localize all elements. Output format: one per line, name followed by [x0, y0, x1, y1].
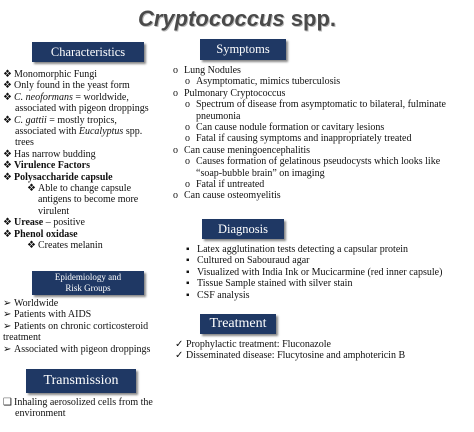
list-item: o Can cause osteomyelitis	[173, 190, 281, 202]
list-item-continuation: “soap-bubble brain” on imaging	[196, 167, 325, 179]
list-item: ❖ Able to change capsule	[27, 183, 132, 195]
list-item-continuation: environment	[15, 408, 66, 420]
list-item: o Pulmonary Cryptococcus	[173, 87, 286, 99]
list-item: o Can cause nodule formation or cavitary lesions	[185, 122, 385, 134]
list-item-continuation: associated with pigeon droppings	[15, 103, 149, 115]
checkbox-icon: ❑	[3, 397, 12, 408]
list-item: ✓ Disseminated disease: Flucytosine and amphotericin B	[175, 350, 406, 362]
treatment-header: Treatment	[200, 314, 276, 334]
arrow-icon: ➢	[3, 298, 12, 309]
list-item: ❖ Virulence Factors	[3, 160, 90, 172]
list-item: o Spectrum of disease from asymptomatic to bilateral, fulminate	[185, 99, 446, 111]
list-item: ❖ C. neoformans = worldwide,	[3, 91, 129, 103]
arrow-icon: ➢	[3, 320, 12, 332]
list-item: ▪ CSF analysis	[186, 289, 250, 301]
list-item-continuation: virulent	[38, 205, 70, 217]
epidemiology-list	[3, 298, 150, 355]
list-item: o Causes formation of gelatinous pseudocysts which looks like	[185, 156, 441, 168]
list-item: ❖ Has narrow budding	[3, 148, 96, 160]
check-icon: ✓	[175, 350, 184, 362]
arrow-icon: ➢	[3, 343, 12, 355]
list-item-continuation: pneumonia	[196, 110, 241, 122]
diamond-icon: ❖	[27, 183, 36, 195]
square-bullet-icon: ▪	[186, 289, 190, 301]
list-item: ➢ Patients with AIDS	[3, 309, 92, 321]
diamond-icon: ❖	[3, 114, 12, 126]
treatment-list	[175, 339, 405, 362]
list-item-continuation: antigens to become more	[38, 194, 139, 206]
list-item: ❖ C. gattii = mostly tropics,	[3, 114, 117, 126]
circle-bullet-icon: o	[185, 99, 190, 111]
diamond-icon: ❖	[27, 240, 36, 252]
diamond-icon: ❖	[3, 69, 12, 80]
list-item: ▪ Visualized with India Ink or Mucicarmine (red inner capsule)	[186, 266, 443, 278]
title-suffix: spp.	[290, 6, 337, 31]
list-item-continuation: trees	[15, 137, 34, 149]
circle-bullet-icon: o	[173, 87, 178, 99]
diamond-icon: ❖	[3, 217, 12, 229]
square-bullet-icon: ▪	[186, 255, 190, 267]
list-item-continuation: treatment	[3, 332, 41, 344]
circle-bullet-icon: o	[173, 144, 178, 156]
list-item: ▪ Latex agglutination tests detecting a capsular protein	[186, 244, 409, 255]
list-item: ❖ Urease – positive	[3, 217, 85, 229]
circle-bullet-icon: o	[185, 156, 190, 168]
list-item: ➢ Worldwide	[3, 298, 59, 309]
square-bullet-icon: ▪	[186, 266, 190, 278]
diamond-icon: ❖	[3, 171, 12, 183]
circle-bullet-icon: o	[185, 133, 190, 145]
list-item: ❖ Polysaccharide capsule	[3, 171, 113, 183]
list-item: ▪ Tissue Sample stained with silver stain	[186, 278, 353, 290]
diamond-icon: ❖	[3, 91, 12, 103]
circle-bullet-icon: o	[185, 179, 190, 191]
diagnosis-header: Diagnosis	[202, 219, 284, 239]
list-item: ❖ Creates melanin	[27, 240, 103, 252]
list-item: ❖ Only found in the yeast form	[3, 80, 130, 92]
list-item: o Lung Nodules	[173, 65, 241, 76]
circle-bullet-icon: o	[185, 122, 190, 134]
symptoms-header: Symptoms	[200, 39, 286, 60]
square-bullet-icon: ▪	[186, 278, 190, 290]
circle-bullet-icon: o	[173, 190, 178, 202]
title-genus: Cryptococcus	[137, 6, 285, 31]
diagnosis-list	[186, 244, 442, 301]
circle-bullet-icon: o	[185, 76, 190, 88]
diamond-icon: ❖	[3, 160, 12, 172]
page-title	[0, 6, 474, 32]
characteristics-header: Characteristics	[32, 42, 144, 62]
list-item: ✓ Prophylactic treatment: Fluconazole	[175, 339, 331, 350]
transmission-header: Transmission	[26, 369, 136, 393]
diamond-icon: ❖	[3, 228, 12, 240]
arrow-icon: ➢	[3, 309, 12, 321]
diamond-icon: ❖	[3, 148, 12, 160]
list-item: o Fatal if causing symptoms and inappropriately treated	[185, 133, 412, 145]
transmission-list	[3, 397, 153, 420]
check-icon: ✓	[175, 339, 184, 350]
diamond-icon: ❖	[3, 80, 12, 92]
list-item: o Can cause meningoencephalitis	[173, 144, 311, 156]
list-item: o Asymptomatic, mimics tuberculosis	[185, 76, 341, 88]
list-item: ➢ Patients on chronic corticosteroid	[3, 320, 149, 332]
list-item: o Fatal if untreated	[185, 179, 265, 191]
square-bullet-icon: ▪	[186, 244, 190, 255]
list-item: ▪ Cultured on Sabouraud agar	[186, 255, 310, 267]
circle-bullet-icon: o	[173, 65, 178, 76]
epidemiology-header: Epidemiology and Risk Groups	[32, 271, 144, 295]
list-item: ➢ Associated with pigeon droppings	[3, 343, 151, 355]
list-item-continuation: associated with Eucalyptus spp.	[15, 126, 143, 138]
list-item: ❖ Monomorphic Fungi	[3, 69, 98, 80]
symptoms-list	[173, 65, 446, 202]
list-item: ❑ Inhaling aerosolized cells from the	[3, 397, 153, 408]
characteristics-list	[3, 69, 149, 252]
list-item: ❖ Phenol oxidase	[3, 228, 78, 240]
